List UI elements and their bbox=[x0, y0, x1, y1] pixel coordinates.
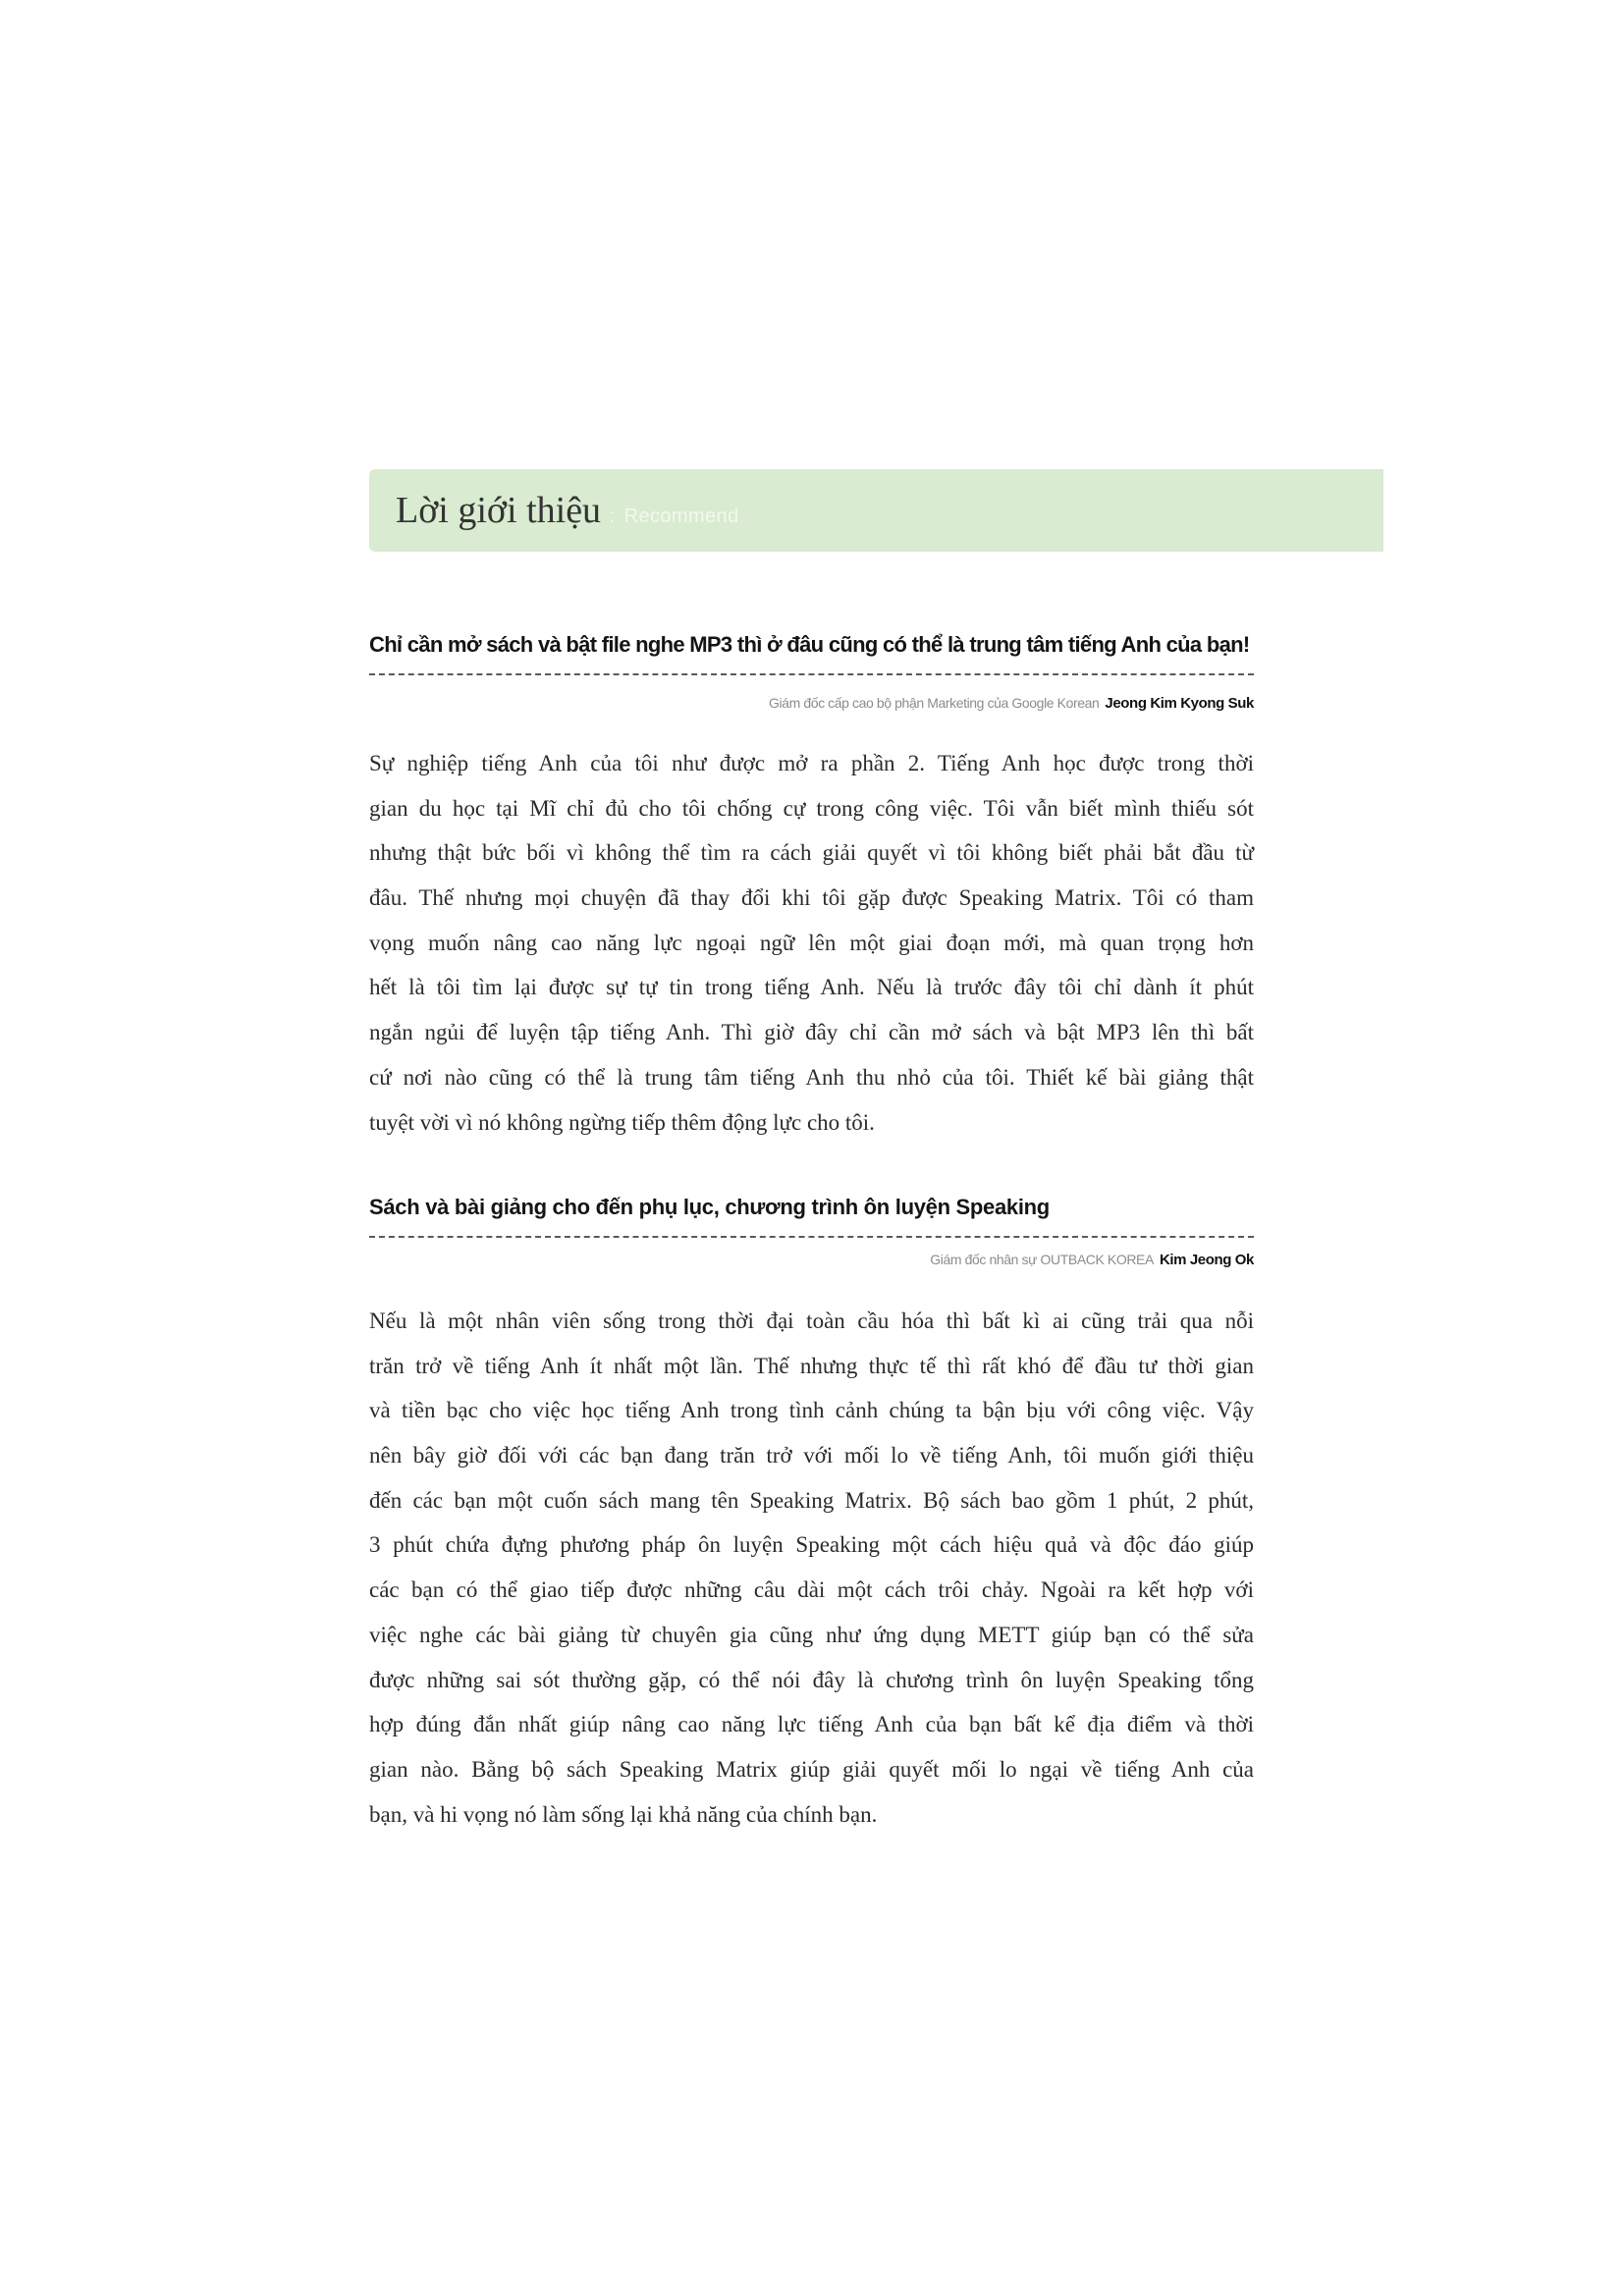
dashed-divider bbox=[369, 673, 1254, 675]
header-band bbox=[369, 469, 1383, 552]
dashed-divider bbox=[369, 1236, 1254, 1238]
paragraph-line: các bạn có thể giao tiếp được những câu dài một cách trôi chảy. Ngoài ra kết hợp với bbox=[369, 1577, 1254, 1603]
attribution-name: Kim Jeong Ok bbox=[1159, 1252, 1254, 1268]
paragraph-line: ngắn ngủi để luyện tập tiếng Anh. Thì giờ đây chỉ cần mở sách và bật MP3 lên thì bất bbox=[369, 1020, 1254, 1045]
paragraph-line: hết là tôi tìm lại được sự tự tin trong tiếng Anh. Nếu là trước đây tôi chỉ dành ít phút bbox=[369, 975, 1254, 1000]
paragraph-line: gian du học tại Mĩ chỉ đủ cho tôi chống cự trong công việc. Tôi vẫn biết mình thiếu sót bbox=[369, 795, 1254, 821]
title-separator: : bbox=[609, 506, 615, 527]
page-subtitle: Recommend bbox=[623, 506, 739, 527]
testimonial-paragraph bbox=[369, 1299, 1254, 1837]
paragraph-line: cứ nơi nào cũng có thể là trung tâm tiếng Anh thu nhỏ của tôi. Thiết kế bài giảng thật bbox=[369, 1064, 1254, 1090]
paragraph-line: nên bây giờ đối với các bạn đang trăn trở với mối lo về tiếng Anh, tôi muốn giới thiệu bbox=[369, 1443, 1254, 1468]
paragraph-line: vọng muốn nâng cao năng lực ngoại ngữ lên một giai đoạn mới, mà quan trọng hơn bbox=[369, 930, 1254, 955]
paragraph-line: hợp đúng đắn nhất giúp nâng cao năng lực tiếng Anh của bạn bất kể địa điểm và thời bbox=[369, 1712, 1254, 1737]
attribution-name: Jeong Kim Kyong Suk bbox=[1105, 695, 1254, 712]
paragraph-line: trăn trở về tiếng Anh ít nhất một lần. Thế nhưng thực tế thì rất khó để đầu tư thời gian bbox=[369, 1353, 1254, 1378]
testimonial-paragraph bbox=[369, 741, 1254, 1145]
paragraph-line: việc nghe các bài giảng từ chuyên gia cũng như ứng dụng METT giúp bạn có thể sửa bbox=[369, 1622, 1254, 1647]
paragraph-line: nhưng thật bức bối vì không thể tìm ra cách giải quyết vì tôi không biết phải bắt đầu từ bbox=[369, 840, 1254, 866]
attribution-role: Giám đốc nhân sự OUTBACK KOREA bbox=[930, 1252, 1154, 1267]
paragraph-line: đến các bạn một cuốn sách mang tên Speaking Matrix. Bộ sách bao gồm 1 phút, 2 phút, bbox=[369, 1487, 1254, 1513]
paragraph-line: đâu. Thế nhưng mọi chuyện đã thay đổi khi tôi gặp được Speaking Matrix. Tôi có tham bbox=[369, 885, 1254, 911]
paragraph-line: gian nào. Bằng bộ sách Speaking Matrix giúp giải quyết mối lo ngại về tiếng Anh của bbox=[369, 1756, 1254, 1782]
paragraph-line: được những sai sót thường gặp, có thể nói đây là chương trình ôn luyện Speaking tổng bbox=[369, 1667, 1254, 1692]
paragraph-line: Sự nghiệp tiếng Anh của tôi như được mở ra phần 2. Tiếng Anh học được trong thời bbox=[369, 751, 1254, 775]
paragraph-line: và tiền bạc cho việc học tiếng Anh trong tình cảnh chúng ta bận bịu với công việc. Vậy bbox=[369, 1398, 1254, 1423]
paragraph-line: tuyệt vời vì nó không ngừng tiếp thêm động lực cho tôi. bbox=[369, 1109, 875, 1135]
attribution bbox=[369, 1249, 1254, 1271]
paragraph-line: bạn, và hi vọng nó làm sống lại khả năng của chính bạn. bbox=[369, 1801, 878, 1827]
page-title: Lời giới thiệu bbox=[396, 490, 602, 531]
paragraph-line: 3 phút chứa đựng phương pháp ôn luyện Speaking một cách hiệu quả và độc đáo giúp bbox=[369, 1532, 1254, 1558]
attribution bbox=[369, 692, 1254, 715]
section-heading: Chỉ cần mở sách và bật file nghe MP3 thì ở đâu cũng có thể là trung tâm tiếng Anh của bạn! bbox=[369, 632, 1250, 657]
section-heading: Sách và bài giảng cho đến phụ lục, chương trình ôn luyện Speaking bbox=[369, 1195, 1050, 1219]
paragraph-line: Nếu là một nhân viên sống trong thời đại toàn cầu hóa thì bất kì ai cũng trải qua nỗi bbox=[369, 1308, 1254, 1333]
attribution-role: Giám đốc cấp cao bộ phận Marketing của Google Korean bbox=[768, 695, 1100, 711]
